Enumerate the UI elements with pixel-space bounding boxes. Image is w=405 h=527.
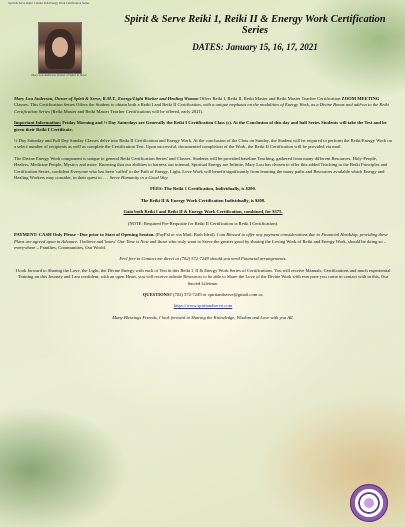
payment-text-3: and those who truly want to Serve the greater good by sharing the Loving Work of Reiki and Energy Work, should be doing so – everywhere – Families, Communities, Our World. <box>14 238 387 250</box>
website-line <box>14 303 392 309</box>
header-tiny-text: Spirit & Serve Reiki 1, Reiki II & Energy Work Certification Series <box>8 1 90 5</box>
portrait-photo <box>38 22 82 74</box>
payment-italic-2: Our Time is Now <box>117 238 149 244</box>
flyer-dates: DATES: January 15, 16, 17, 2021 <box>192 42 318 52</box>
intro-zoom: ZOOM MEETING <box>341 96 380 101</box>
intro-text: Offers Reiki I, Reiki II, Reiki Master and Reiki Master Teacher Certification <box>198 96 342 101</box>
closing-line: Many Blessings Friends, I look forward to Sharing the Knowledge, Wisdom and Love with you All. <box>112 314 294 320</box>
payment-paragraph <box>14 232 392 251</box>
logo-core <box>364 498 374 508</box>
prerequisite-note: (NOTE: Required Pre-Requisite for Reiki II Certification is Reiki I Certification). <box>127 220 279 226</box>
intro-text-2: Classes. This Certification Series Offers the Student to obtain both a Reiki I and Reiki II Certification, <box>14 102 204 108</box>
payment-text: (PayPal or via Mail, Both Ideal). <box>154 232 217 238</box>
fees-line-3: Gain both Reiki I and Reiki II & Energy Work Certification, combined, for $375. <box>123 209 283 215</box>
payment-text-2: I believe and 'know' <box>78 238 118 244</box>
portrait-caption: Mary Lou Anderson, Owner of Spirit & Serve <box>31 73 87 77</box>
payment-label: PAYMENT: <box>14 232 38 238</box>
divine-paragraph <box>14 156 392 182</box>
flyer-title: Spirit & Serve Reiki 1, Reiki II & Energy Work Certification Series <box>124 14 386 36</box>
questions-text: (702) 572-7249 or spiritandserve@gmail.com or, <box>171 291 264 297</box>
payment-italic: I am Blessed to offer any payment considerations due to Financial Hardship, providing these Plans are agreed upon in Advance. <box>14 232 388 244</box>
payment-bold: CASH Only Please - Due prior to Start of Opening Session. <box>37 232 155 238</box>
spirit-serve-logo <box>350 484 388 522</box>
questions-label: QUESTIONS? <box>142 291 172 297</box>
important-text: Friday Morning and ½ Day Saturdays are Generally the Reiki I Certification Class (s). At the Conclusion of this day and half Series Students will take the Test and be given their Reiki I Certificate. <box>14 120 387 132</box>
intro-paragraph <box>14 96 392 115</box>
intro-name: Mary Lou Anderson, Owner of Spirit & Serve, R.M.T., Energy/Light Worker and Healing Woman <box>14 96 199 101</box>
sharing-paragraph: I look forward to Sharing the Love, the Light, the Divine Energy with each of You in this Reiki I, II & Energy Work Series of Certifications. You will receive Manuals, Certifications and much experiential Training on this Journey and I am confident, with an open Heart, you will receive infinite Resources to be able to Share the Love of the Divine Work with everyone you come in contact with in this, Our Sacred Lifetime. <box>15 267 391 286</box>
divine-italic: Serve Humanity in a Good Way. <box>109 175 169 181</box>
contact-line: Feel free to Contact me direct at (702) 572-7249 should you need Financial arrangements. <box>119 256 287 262</box>
intro-emphasis: with a unique emphasis on the modalities of Energy Work, as a Divine Bonus and add-on to the Reiki Certification Series <box>14 102 389 114</box>
website-link[interactable]: https://www.spiritandserve.com <box>173 303 233 309</box>
divine-text: The Divine Energy Work component is unique to general Reiki Certification Series' and Classes. Students will be provided baseline Teaching, gathered from many different Resources, Holy-People, Healers, Medicine People, Mystics and more. Knowing that our abilities to harness our internal, Spiritual Energy are Infinite, Mary Lou has chosen to offer this added Teaching to the Reiki Principles and Certification Series, confident Everyone who has been 'called' to the Path of Energy, Light, Love Work will benefit significantly from learning the many paths and Resources available which Energy and Healing Workers may consider, in their quest to . . . <box>14 155 388 181</box>
saturday-paragraph: ½ Day Saturday and Full Day Sunday Classes delve into Reiki II Certification and Energy Work. At the conclusion of the Class on Sunday, the Student will be required to perform the Reiki/Energy Work on a select number of recipients as well as complete the Certification Test. Upon successful, documented completion of the Work, the Reiki II Certification will be provided via mail. <box>14 138 392 150</box>
flyer-body <box>14 96 392 326</box>
intro-text-3: (Reiki Master and Reiki Master Teacher Certifications will be offered, early 2021). <box>49 108 204 114</box>
portrait-face <box>52 37 68 57</box>
fees-line-2: The Reiki II & Energy Work Certification Individually, is $200. <box>140 197 266 203</box>
questions-line <box>14 292 392 298</box>
important-paragraph <box>14 120 392 133</box>
important-label: Important Information: <box>14 120 62 126</box>
fees-line-1: FEES: The Reiki 1 Certification, Individually, is $200. <box>150 186 256 192</box>
